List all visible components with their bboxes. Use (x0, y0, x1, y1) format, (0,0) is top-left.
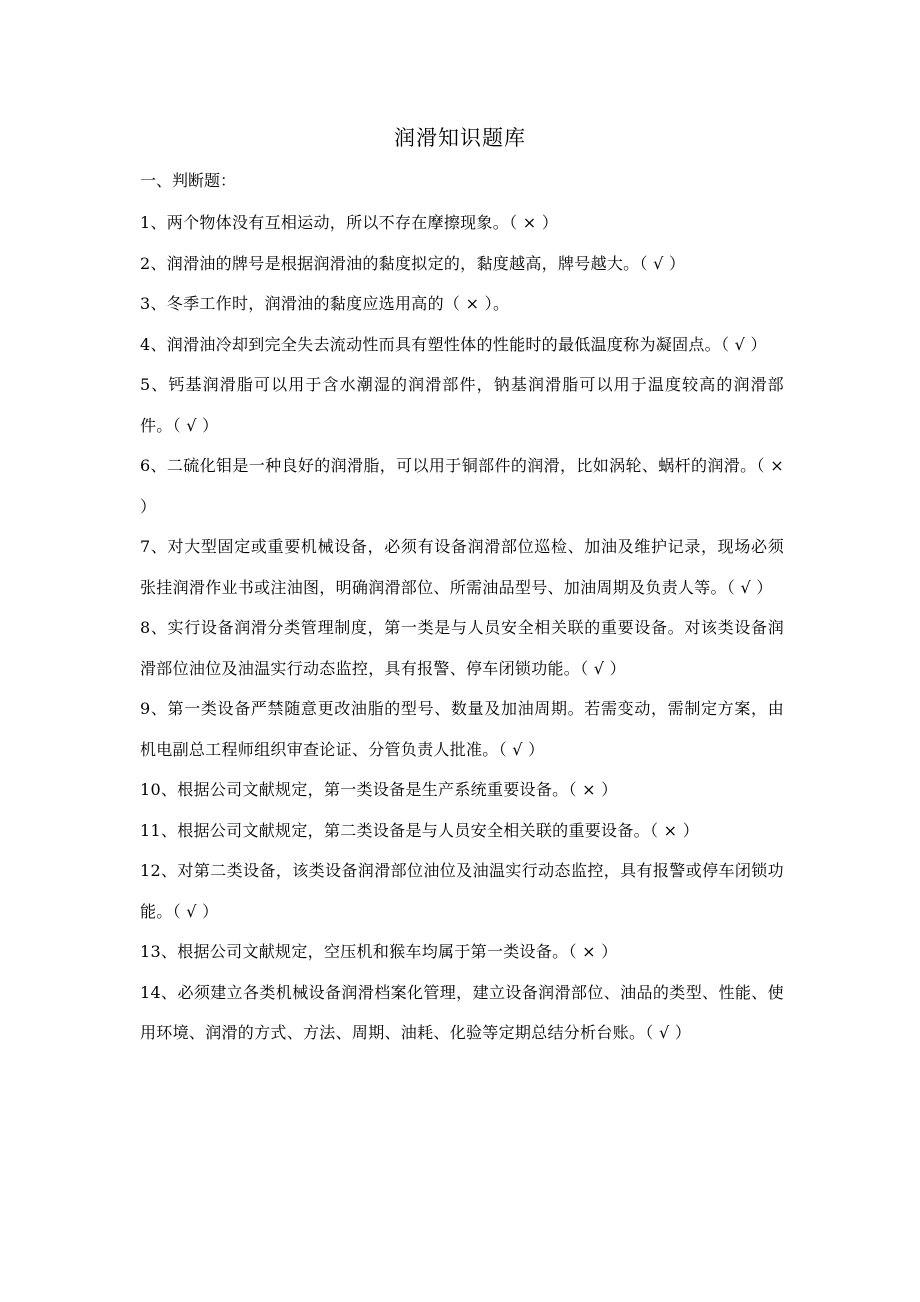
question-item: 12、对第二类设备，该类设备润滑部位油位及油温实行动态监控，具有报警或停车闭锁功能。（ √ ） (140, 861, 784, 921)
question-item: 9、第一类设备严禁随意更改油脂的型号、数量及加油周期。若需变动，需制定方案，由机电副总工程师组织审查论证、分管负责人批准。（ √ ） (140, 699, 784, 759)
question-list (140, 203, 784, 1054)
question-item: 4、润滑油冷却到完全失去流动性而具有塑性体的性能时的最低温度称为凝固点。（ √ ） (140, 334, 767, 354)
question-item: 3、冬季工作时，润滑油的黏度应选用高的（ × ）。 (140, 294, 510, 313)
question-item: 11、根据公司文献规定，第二类设备是与人员安全相关联的重要设备。（ × ） (140, 820, 700, 840)
question-item: 2、润滑油的牌号是根据润滑油的黏度拟定的，黏度越高，牌号越大。（ √ ） (140, 253, 686, 273)
question-item: 1、两个物体没有互相运动，所以不存在摩擦现象。（ × ） (140, 213, 559, 232)
section-heading: 一、判断题： (140, 171, 237, 190)
question-item: 8、实行设备润滑分类管理制度，第一类是与人员安全相关联的重要设备。对该类设备润滑部位油位及油温实行动态监控，具有报警、停车闭锁功能。（ √ ） (140, 618, 784, 678)
question-item: 6、二硫化钼是一种良好的润滑脂，可以用于铜部件的润滑，比如涡轮、蜗杆的润滑。（ × ） (140, 456, 784, 516)
question-item: 5、钙基润滑脂可以用于含水潮湿的润滑部件，钠基润滑脂可以用于温度较高的润滑部件。（ √ ） (140, 375, 784, 435)
question-item: 10、根据公司文献规定，第一类设备是生产系统重要设备。（ × ） (140, 780, 618, 799)
question-item: 14、必须建立各类机械设备润滑档案化管理，建立设备润滑部位、油品的类型、性能、使用环境、润滑的方式、方法、周期、油耗、化验等定期总结分析台账。（ √ ） (140, 982, 784, 1042)
question-item: 13、根据公司文献规定，空压机和猴车均属于第一类设备。（ × ） (140, 942, 618, 961)
page-title: 润滑知识题库 (394, 126, 526, 150)
question-item: 7、对大型固定或重要机械设备，必须有设备润滑部位巡检、加油及维护记录，现场必须张挂润滑作业书或注油图，明确润滑部位、所需油品型号、加油周期及负责人等。（ √ ） (140, 537, 784, 597)
